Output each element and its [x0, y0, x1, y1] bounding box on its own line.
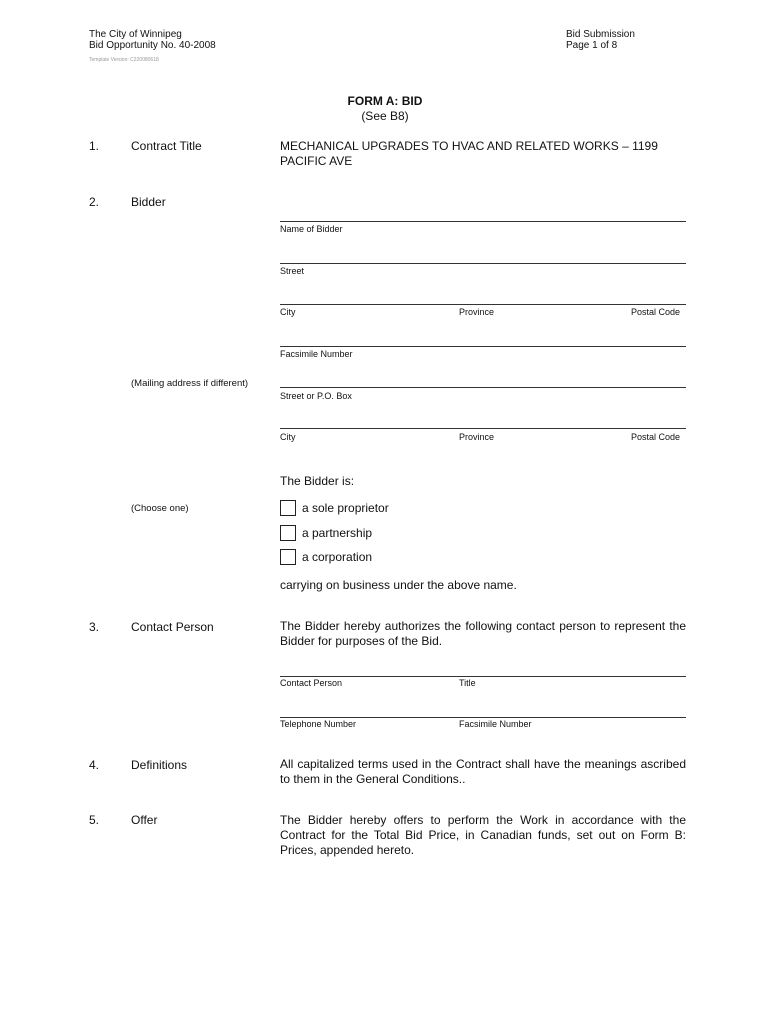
section-5-number: 5.	[89, 813, 100, 827]
partnership-checkbox[interactable]	[280, 525, 296, 541]
section-3-number: 3.	[89, 620, 100, 634]
template-version: Template Version: C220080618	[89, 57, 159, 63]
mailing-postal-caption: Postal Code	[631, 432, 681, 442]
contract-title-line-1: MECHANICAL UPGRADES TO HVAC AND RELATED WORKS – 1199	[280, 139, 658, 153]
mailing-street-caption: Street or P.O. Box	[280, 391, 352, 401]
bidder-fax-caption: Facsimile Number	[280, 349, 353, 359]
header-doc-type: Bid Submission	[566, 29, 635, 40]
section-4-label: Definitions	[131, 758, 188, 772]
section-5-label: Offer	[131, 813, 158, 827]
form-title: FORM A: BID	[347, 94, 423, 108]
bidder-postal-caption: Postal Code	[631, 307, 681, 317]
bidder-city-province-postal-field[interactable]	[280, 304, 686, 305]
mailing-street-field[interactable]	[280, 387, 686, 388]
corporation-label: a corporation	[302, 550, 373, 564]
bidder-fax-field[interactable]	[280, 346, 686, 347]
choose-one-note: (Choose one)	[131, 503, 189, 514]
header-org: The City of Winnipeg	[89, 29, 182, 40]
contact-person-title-field[interactable]	[280, 676, 686, 677]
bidder-is-label: The Bidder is:	[280, 474, 355, 488]
contract-title-line-2: PACIFIC AVE	[280, 154, 353, 168]
section-2-label: Bidder	[131, 195, 166, 209]
definitions-text: All capitalized terms used in the Contract shall have the meanings ascribed to them in the General Conditions..	[280, 757, 686, 786]
section-3-label: Contact Person	[131, 620, 214, 634]
section-4-number: 4.	[89, 758, 100, 772]
carrying-on-text: carrying on business under the above name.	[280, 578, 517, 592]
contact-title-caption: Title	[459, 678, 476, 688]
sole-proprietor-checkbox[interactable]	[280, 500, 296, 516]
contact-fax-caption: Facsimile Number	[459, 719, 532, 729]
bidder-province-caption: Province	[459, 307, 495, 317]
bidder-name-caption: Name of Bidder	[280, 224, 343, 234]
bidder-city-caption: City	[280, 307, 296, 317]
mailing-province-caption: Province	[459, 432, 495, 442]
mailing-address-note: (Mailing address if different)	[131, 378, 249, 389]
form-subtitle: (See B8)	[361, 109, 409, 123]
partnership-label: a partnership	[302, 526, 373, 540]
bidder-street-field[interactable]	[280, 263, 686, 264]
section-2-number: 2.	[89, 195, 100, 209]
contact-person-caption: Contact Person	[280, 678, 343, 688]
section-1-number: 1.	[89, 139, 100, 153]
corporation-checkbox[interactable]	[280, 549, 296, 565]
sole-proprietor-label: a sole proprietor	[302, 501, 389, 515]
header-bid-opportunity: Bid Opportunity No. 40-2008	[89, 40, 216, 51]
contact-authorization-text: The Bidder hereby authorizes the following contact person to represent the Bidder for purposes of the Bid.	[280, 619, 686, 648]
offer-text: The Bidder hereby offers to perform the Work in accordance with the Contract for the Total Bid Price, in Canadian funds, set out on Form B: Prices, appended hereto.	[280, 813, 686, 857]
contact-phone-fax-field[interactable]	[280, 717, 686, 718]
mailing-city-province-postal-field[interactable]	[280, 428, 686, 429]
bidder-street-caption: Street	[280, 266, 305, 276]
section-1-label: Contract Title	[131, 139, 202, 153]
bidder-name-field[interactable]	[280, 221, 686, 222]
mailing-city-caption: City	[280, 432, 296, 442]
header-page-number: Page 1 of 8	[566, 40, 618, 51]
contact-telephone-caption: Telephone Number	[280, 719, 357, 729]
